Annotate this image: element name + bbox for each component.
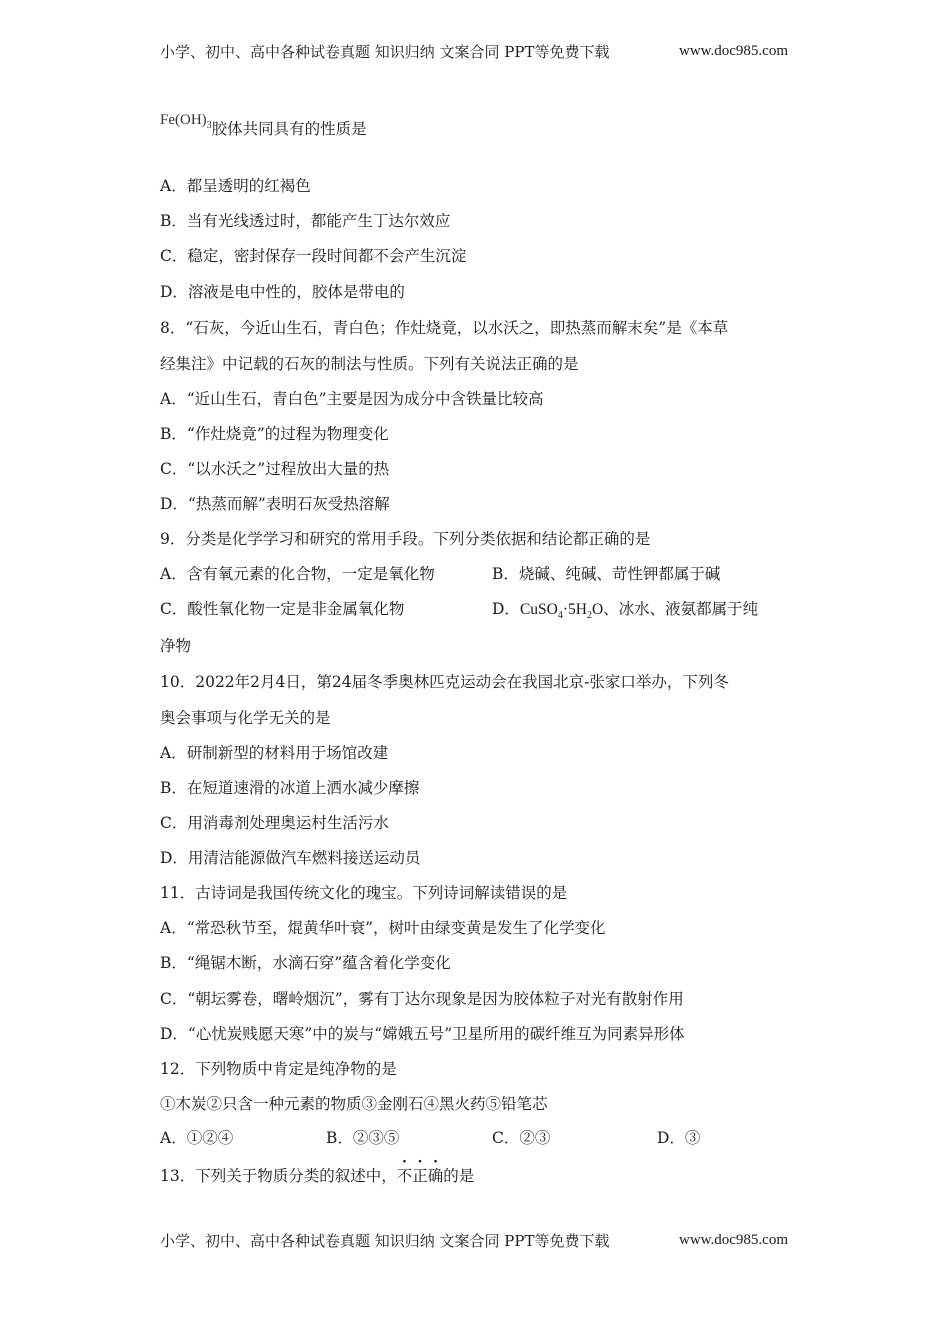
q9-option-d-line2: 净物 [160, 637, 192, 655]
q8-option-b: B．“作灶烧竟”的过程为物理变化 [160, 425, 389, 443]
q8-option-d: D．“热蒸而解”表明石灰受热溶解 [160, 495, 390, 513]
q7-option-a: A．都呈透明的红褐色 [160, 177, 311, 195]
q9-options-row1 [160, 563, 790, 585]
q12-option-a: A．①②④ [160, 1129, 234, 1147]
q12-option-c: C．②③ [492, 1129, 551, 1147]
q10-stem-line1: 10．2022年2月4日，第24届冬季奥林匹克运动会在我国北京-张家口举办，下列冬 [160, 673, 729, 691]
q7-stem: $Fe(OH)_3$胶体共同具有的性质是 [160, 112, 367, 138]
page-footer [160, 1228, 788, 1252]
q10-option-c: C．用消毒剂处理奥运村生活污水 [160, 814, 389, 832]
q13-emphasis-2: 正 [412, 1167, 428, 1185]
q7-formula: $Fe(OH)_3$ [160, 112, 212, 131]
header-text: 小学、初中、高中各种试卷真题 知识归纳 文案合同 PPT等免费下载 [160, 42, 610, 61]
q10-option-a: A．研制新型的材料用于场馆改建 [160, 744, 389, 762]
page-header [160, 39, 788, 63]
q11-option-b: B．“绳锯木断，水滴石穿”蕴含着化学变化 [160, 954, 451, 972]
q9-stem: 9．分类是化学学习和研究的常用手段。下列分类依据和结论都正确的是 [160, 530, 651, 548]
q10-option-b: B．在短道速滑的冰道上洒水减少摩擦 [160, 779, 420, 797]
q9-option-b: B．烧碱、纯碱、苛性钾都属于碱 [492, 565, 721, 583]
q11-option-d: D．“心忧炭贱愿天寒”中的炭与“嫦娥五号”卫星所用的碳纤维互为同素异形体 [160, 1025, 685, 1043]
q13-emphasis-1: 不 [396, 1167, 413, 1185]
footer-text: 小学、初中、高中各种试卷真题 知识归纳 文案合同 PPT等免费下载 [160, 1231, 610, 1250]
q12-options-row [160, 1127, 790, 1149]
q7-option-c: C．稳定，密封保存一段时间都不会产生沉淀 [160, 247, 467, 265]
q10-option-d: D．用清洁能源做汽车燃料接送运动员 [160, 849, 421, 867]
q9-option-d: D．$CuSO_4\cdot 5H_2O$、冰水、液氨都属于纯 [492, 600, 759, 622]
q11-option-c: C．“朝坛雾卷，曙岭烟沉”，雾有丁达尔现象是因为胶体粒子对光有散射作用 [160, 990, 684, 1008]
q8-option-a: A．“近山生石，青白色”主要是因为成分中含铁量比较高 [160, 390, 544, 408]
q11-option-a: A．“常恐秋节至，焜黄华叶衰”，树叶由绿变黄是发生了化学变化 [160, 919, 606, 937]
q12-option-b: B．②③⑤ [326, 1129, 400, 1147]
q9-options-row2 [160, 598, 790, 620]
footer-site-link[interactable]: www.doc985.com [678, 1231, 788, 1248]
q13-emphasis-3: 确 [427, 1167, 444, 1185]
q12-items: ①木炭②只含一种元素的物质③金刚石④黑火药⑤铅笔芯 [160, 1095, 548, 1113]
q8-stem-line2: 经集注》中记载的石灰的制法与性质。下列有关说法正确的是 [160, 355, 579, 373]
q12-stem: 12．下列物质中肯定是纯净物的是 [160, 1060, 397, 1078]
q13-stem: 13．下列关于物质分类的叙述中，不正确的是 [160, 1167, 475, 1185]
q7-option-b: B．当有光线透过时，都能产生丁达尔效应 [160, 212, 451, 230]
q9-option-c: C．酸性氧化物一定是非金属氧化物 [160, 600, 405, 618]
q7-option-d: D．溶液是电中性的，胶体是带电的 [160, 283, 405, 301]
q12-option-d: D．③ [657, 1129, 701, 1147]
q8-option-c: C．“以水沃之”过程放出大量的热 [160, 460, 390, 478]
q8-stem-line1: 8．“石灰，今近山生石，青白色；作灶烧竟，以水沃之，即热蒸而解末矣”是《本草 [160, 319, 729, 337]
q9-option-a: A．含有氧元素的化合物，一定是氧化物 [160, 565, 435, 583]
q11-stem: 11．古诗词是我国传统文化的瑰宝。下列诗词解读错误的是 [160, 884, 568, 902]
q10-stem-line2: 奥会事项与化学无关的是 [160, 709, 331, 727]
header-site-link[interactable]: www.doc985.com [678, 42, 788, 59]
